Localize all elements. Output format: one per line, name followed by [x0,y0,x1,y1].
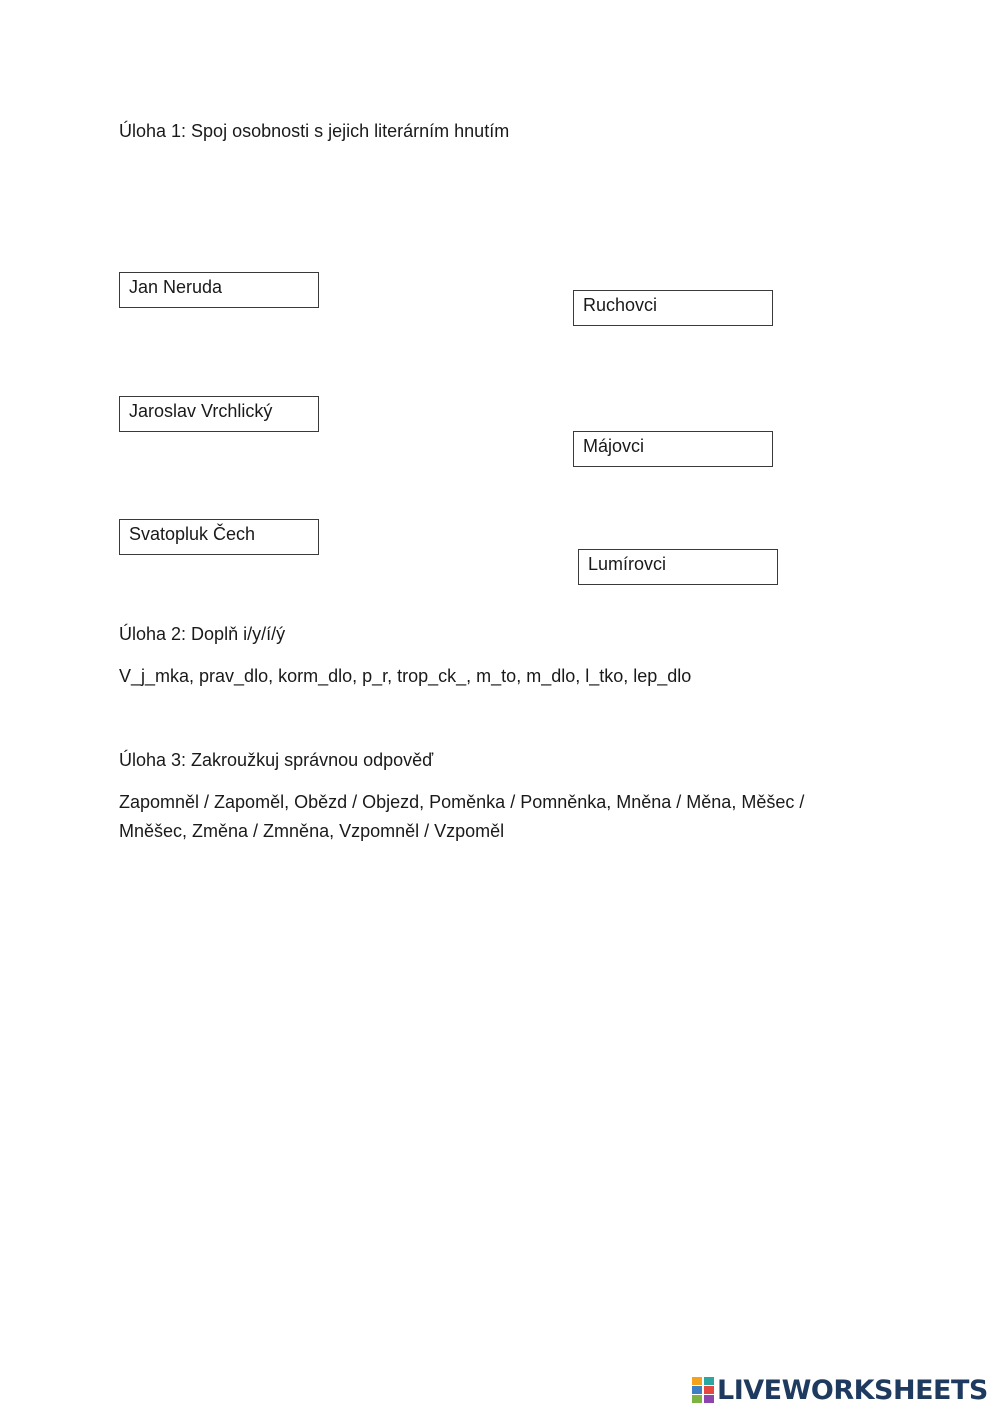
liveworksheets-logo [692,1374,988,1406]
task2-title: Úloha 2: Doplň i/y/í/ý [119,624,286,644]
person-box-jan-neruda[interactable]: Jan Neruda [119,272,319,308]
liveworksheets-brand-text: LIVEWORKSHEETS [717,1374,988,1406]
task3-title: Úloha 3: Zakroužkuj správnou odpověď [119,750,434,770]
task3-words: Zapomněl / Zapoměl, Obězd / Objezd, Poměnka / Pomněnka, Mněna / Měna, Měšec / Mněšec, Změna / Zmněna, Vzpomněl / Vzpoměl [119,792,805,841]
movement-box-ruchovci[interactable]: Ruchovci [573,290,773,326]
task2-words: V_j_mka, prav_dlo, korm_dlo, p_r, trop_ck_, m_to, m_dlo, l_tko, lep_dlo [119,666,692,686]
person-box-jaroslav-vrchlicky[interactable]: Jaroslav Vrchlický [119,396,319,432]
movement-box-lumirovci[interactable]: Lumírovci [578,549,778,585]
person-box-svatopluk-cech[interactable]: Svatopluk Čech [119,519,319,555]
movement-box-majovci[interactable]: Májovci [573,431,773,467]
liveworksheets-logo-icon [692,1377,714,1403]
task1-title: Úloha 1: Spoj osobnosti s jejich literárním hnutím [119,121,510,141]
